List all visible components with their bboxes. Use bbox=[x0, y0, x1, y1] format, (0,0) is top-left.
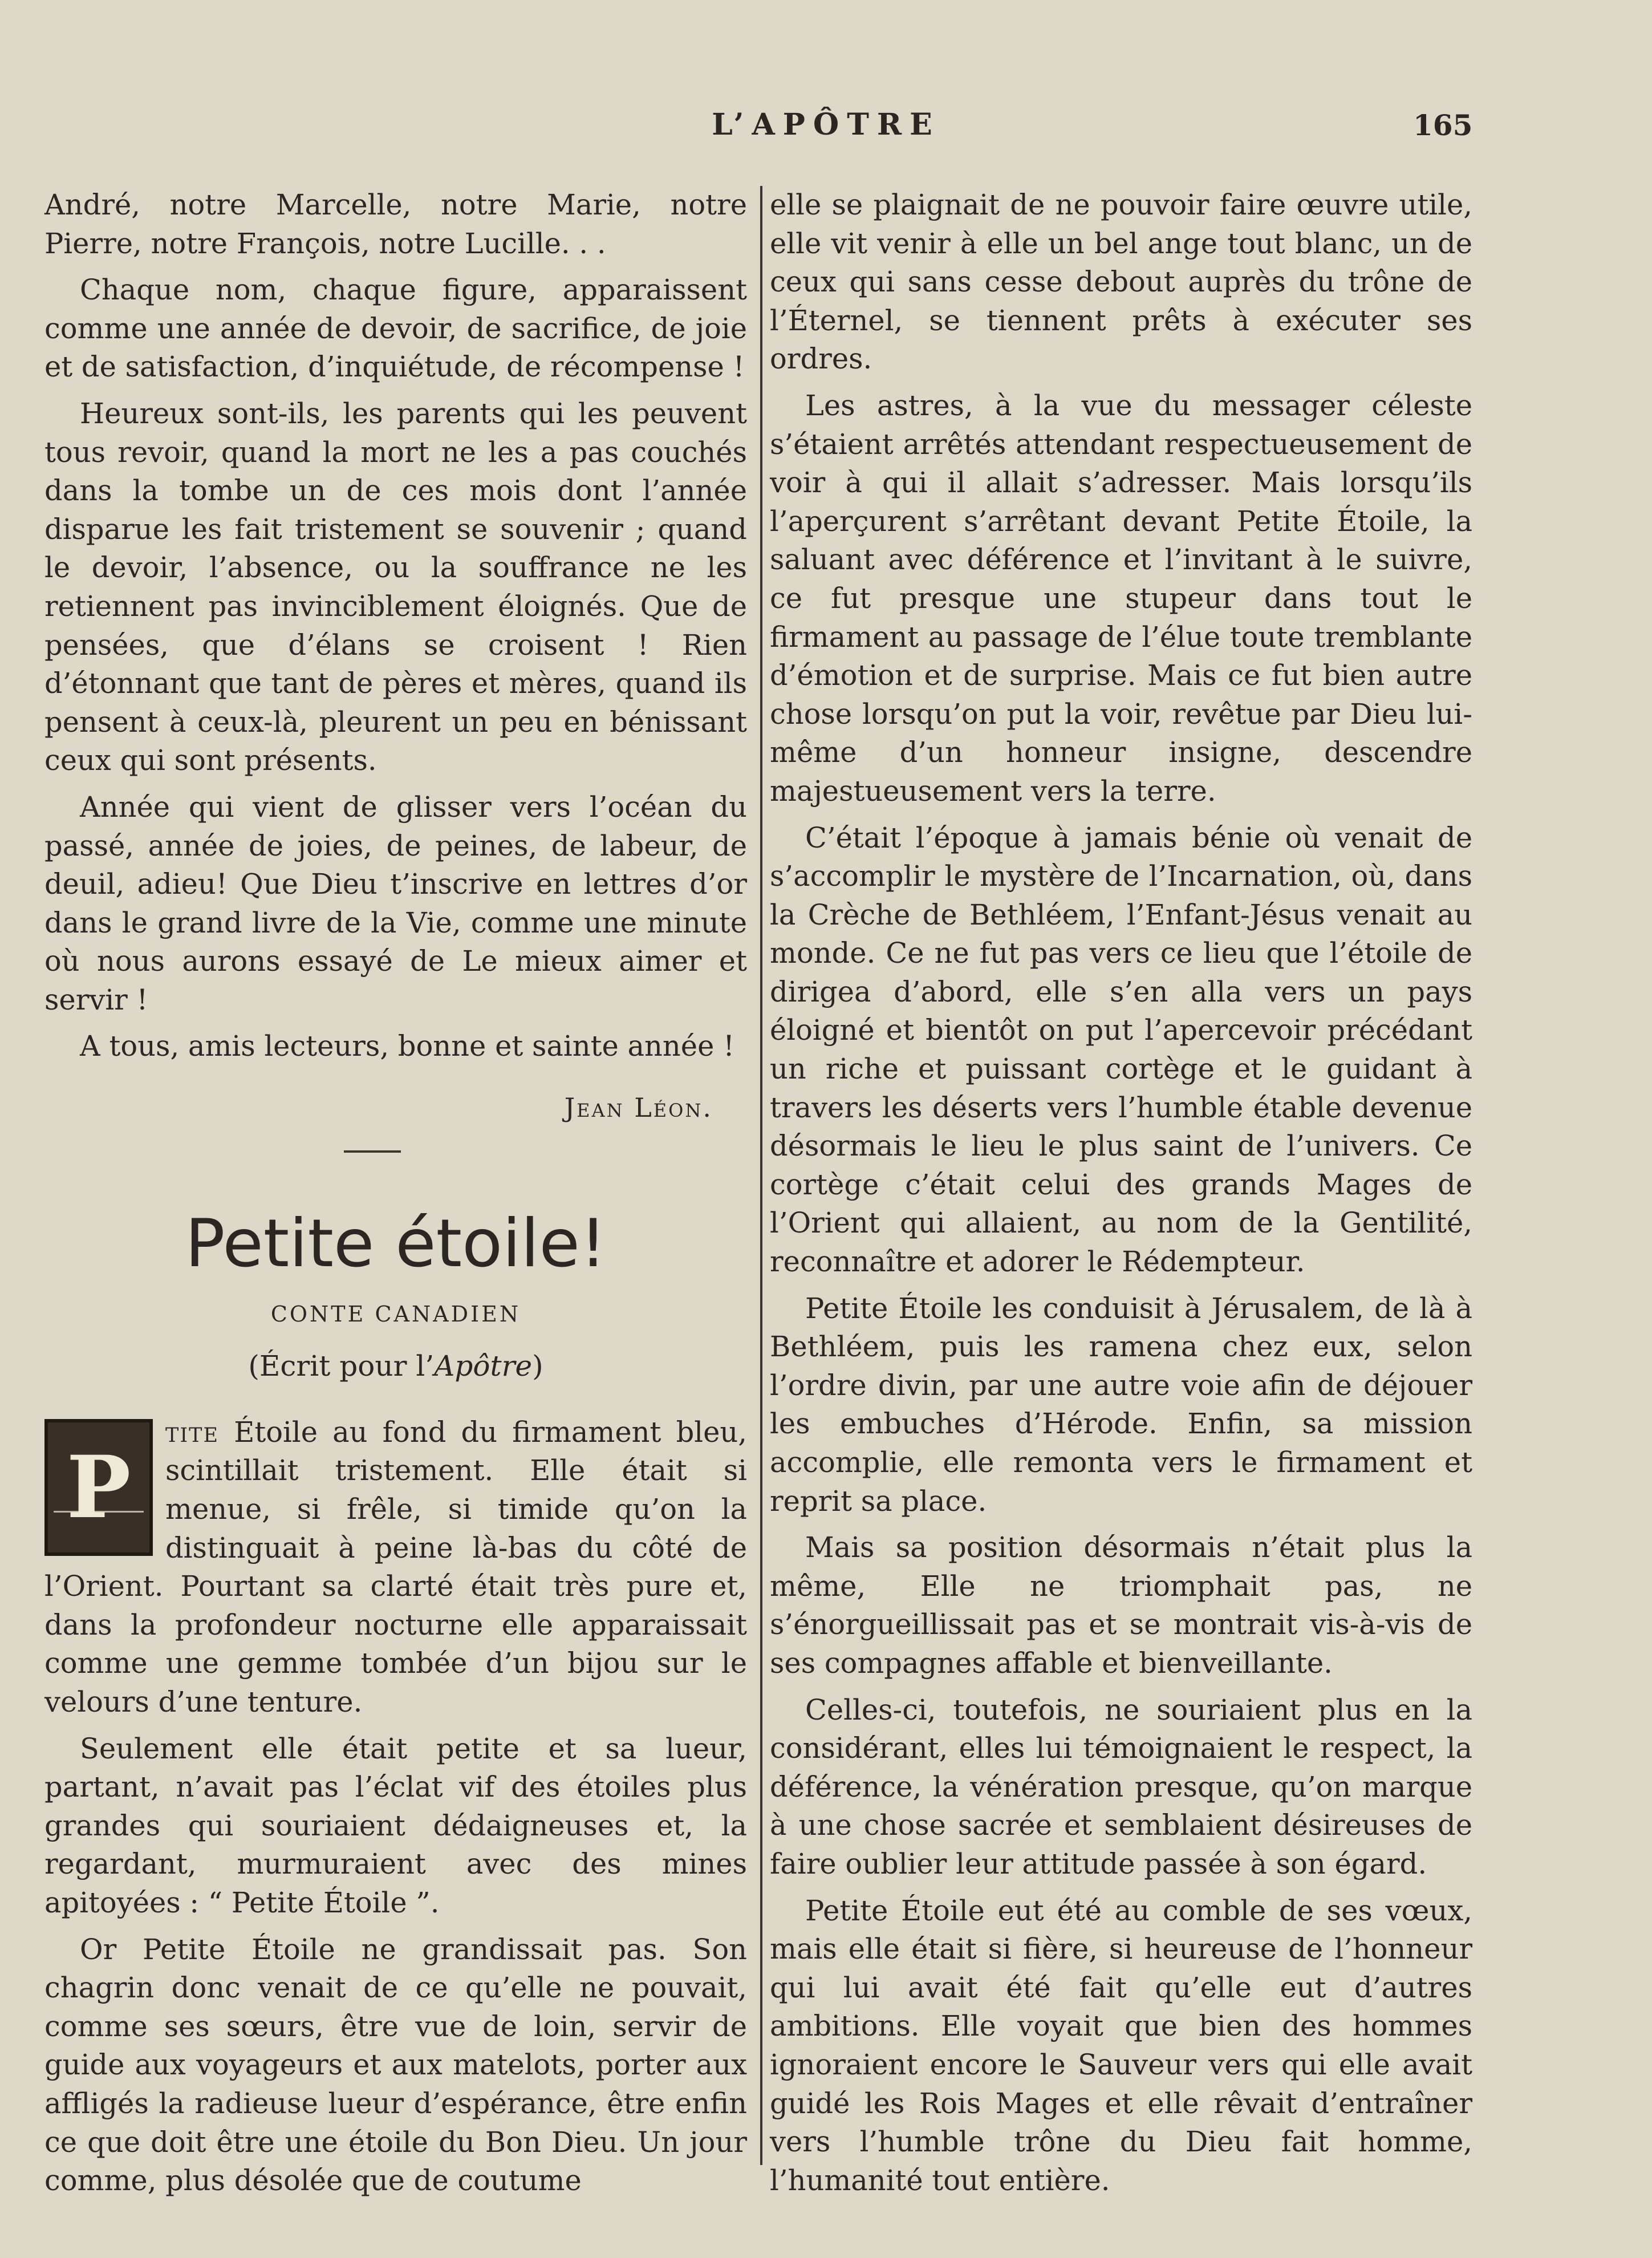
paragraph: Petite Étoile les conduisit à Jérusalem, de là à Bethléem, puis les ramena chez eux, selon l’ordre divin, par une autre voie afin de déjouer les embuches d’Hérode. Enfin, sa mission accomplie, elle remonta vers le firmament et reprit sa place. bbox=[770, 1291, 1472, 1518]
right-column bbox=[770, 186, 1472, 2208]
paragraph: Or Petite Étoile ne grandissait pas. Son chagrin donc venait de ce qu’elle ne pouvait, comme ses sœurs, être vue de loin, servir de guide aux voyageurs et aux matelots, porter aux affligés la radieuse lueur d’espérance, être enfin ce que doit être une étoile du Bon Dieu. Un jour comme, plus désolée que de coutume bbox=[44, 1932, 747, 2198]
ornament-icon bbox=[54, 1511, 144, 1547]
dropcap-letter: P bbox=[66, 1437, 131, 1538]
story-note: (Écrit pour l’Apôtre) bbox=[248, 1349, 543, 1383]
paragraph: C’était l’époque à jamais bénie où venait de s’accomplir le mystère de l’Incarnation, où, dans la Crèche de Bethléem, l’Enfant-Jésus venait au monde. Ce ne fut pas vers ce lieu que l’étoile de dirigea d’abord, elle s’en alla vers un pays éloigné et bientôt on put l’apercevoir précédant un riche et puissant cortège et le guidant à travers les déserts vers l’humble étable devenue désormais le lieu le plus saint de l’univers. Ce cortège c’était celui des grands Mages de l’Orient qui allaient, au nom de la Gentilité, reconnaître et adorer le Rédempteur. bbox=[770, 821, 1472, 1279]
paragraph: Année qui vient de glisser vers l’océan du passé, année de joies, de peines, de labeur, de deuil, adieu! Que Dieu t’inscrive en lettres d’or dans le grand livre de la Vie, comme une minute où nous aurons essayé de Le mieux aimer et servir ! bbox=[44, 790, 747, 1016]
paragraph: Petite Étoile eut été au comble de ses vœux, mais elle était si fière, si heureuse de l’honneur qui lui avait été fait qu’elle eut d’autres ambitions. Elle voyait que bien des hommes ignoraient encore le Sauveur vers qui elle avait guidé les Rois Mages et elle rêvait d’entraîner vers l’humble trône du Dieu fait homme, l’humanité tout entière. bbox=[770, 1894, 1472, 2197]
paragraph: elle se plaignait de ne pouvoir faire œuvre utile, elle vit venir à elle un bel ange tout blanc, un de ceux qui sans cesse debout auprès du trône de l’Éternel, se tiennent prêts à exécuter ses ordres. bbox=[770, 188, 1472, 376]
paragraph: Les astres, à la vue du messager céleste s’étaient arrêtés attendant respectueusement de voir à qui il allait s’adresser. Mais lorsqu’ils l’aperçurent s’arrêtant devant Petite Étoile, la saluant avec déférence et l’invitant à le suivre, ce fut presque une stupeur dans tout le firmament au passage de l’élue toute tremblante d’émotion et de surprise. Mais ce fut bien autre chose lorsqu’on put la voir, revêtue par Dieu lui-même d’un honneur insigne, descendre majestueusement vers la terre. bbox=[770, 388, 1472, 808]
story-title: Petite étoile! bbox=[185, 1205, 607, 1282]
story-opening bbox=[44, 1413, 747, 1722]
paragraph: Chaque nom, chaque figure, apparaissent comme une année de devoir, de sacrifice, de joie et de satisfaction, d’inquiétude, de récompense ! bbox=[44, 273, 747, 384]
author-signature: Jean Léon. bbox=[564, 1092, 713, 1124]
story-subtitle: CONTE CANADIEN bbox=[270, 1301, 521, 1327]
section-divider bbox=[344, 1150, 401, 1153]
paragraph: Heureux sont-ils, les parents qui les peuvent tous revoir, quand la mort ne les a pas couchés dans la tombe un de ces mois dont l’année disparue les fait tristement se souvenir ; quand le devoir, l’absence, ou la souffrance ne les retiennent pas invinciblement éloignés. Que de pensées, que d’élans se croisent ! Rien d’étonnant que tant de pères et mères, quand ils pensent à ceux-là, pleurent un peu en bénissant ceux qui sont présents. bbox=[44, 396, 747, 777]
page-number: 165 bbox=[1413, 108, 1473, 142]
running-title: L’APÔTRE bbox=[712, 107, 940, 142]
paragraph: Seulement elle était petite et sa lueur, partant, n’avait pas l’éclat vif des étoiles plus grandes qui souriaient dédaigneuses et, la regardant, murmuraient avec des mines apitoyées : “ Petite Étoile ”. bbox=[44, 1732, 747, 1919]
paragraph: Mais sa position désormais n’était plus la même, Elle ne triomphait pas, ne s’énorgueillissait pas et se montrait vis-à-vis de ses compagnes affable et bienveillante. bbox=[770, 1531, 1472, 1680]
paragraph: tite Étoile au fond du firmament bleu, scintillait tristement. Elle était si menue, si frêle, si timide qu’on la distinguait à peine là-bas du côté de l’Orient. Pourtant sa clarté était très pure et, dans la profondeur nocturne elle apparaissait comme une gemme tombée d’un bijou sur le velours d’une tenture. bbox=[44, 1415, 747, 1718]
left-column bbox=[44, 186, 747, 2208]
paragraph: Celles-ci, toutefois, ne souriaient plus en la considérant, elles lui témoignaient le respect, la déférence, la vénération presque, qu’on marque à une chose sacrée et semblaient désireuses de faire oublier leur attitude passée à son égard. bbox=[770, 1693, 1472, 1880]
ornamental-dropcap bbox=[44, 1419, 153, 1556]
paragraph: A tous, amis lecteurs, bonne et sainte année ! bbox=[80, 1029, 735, 1063]
column-divider bbox=[760, 186, 762, 2165]
paragraph: André, notre Marcelle, notre Marie, notre Pierre, notre François, notre Lucille. . . bbox=[44, 188, 747, 260]
